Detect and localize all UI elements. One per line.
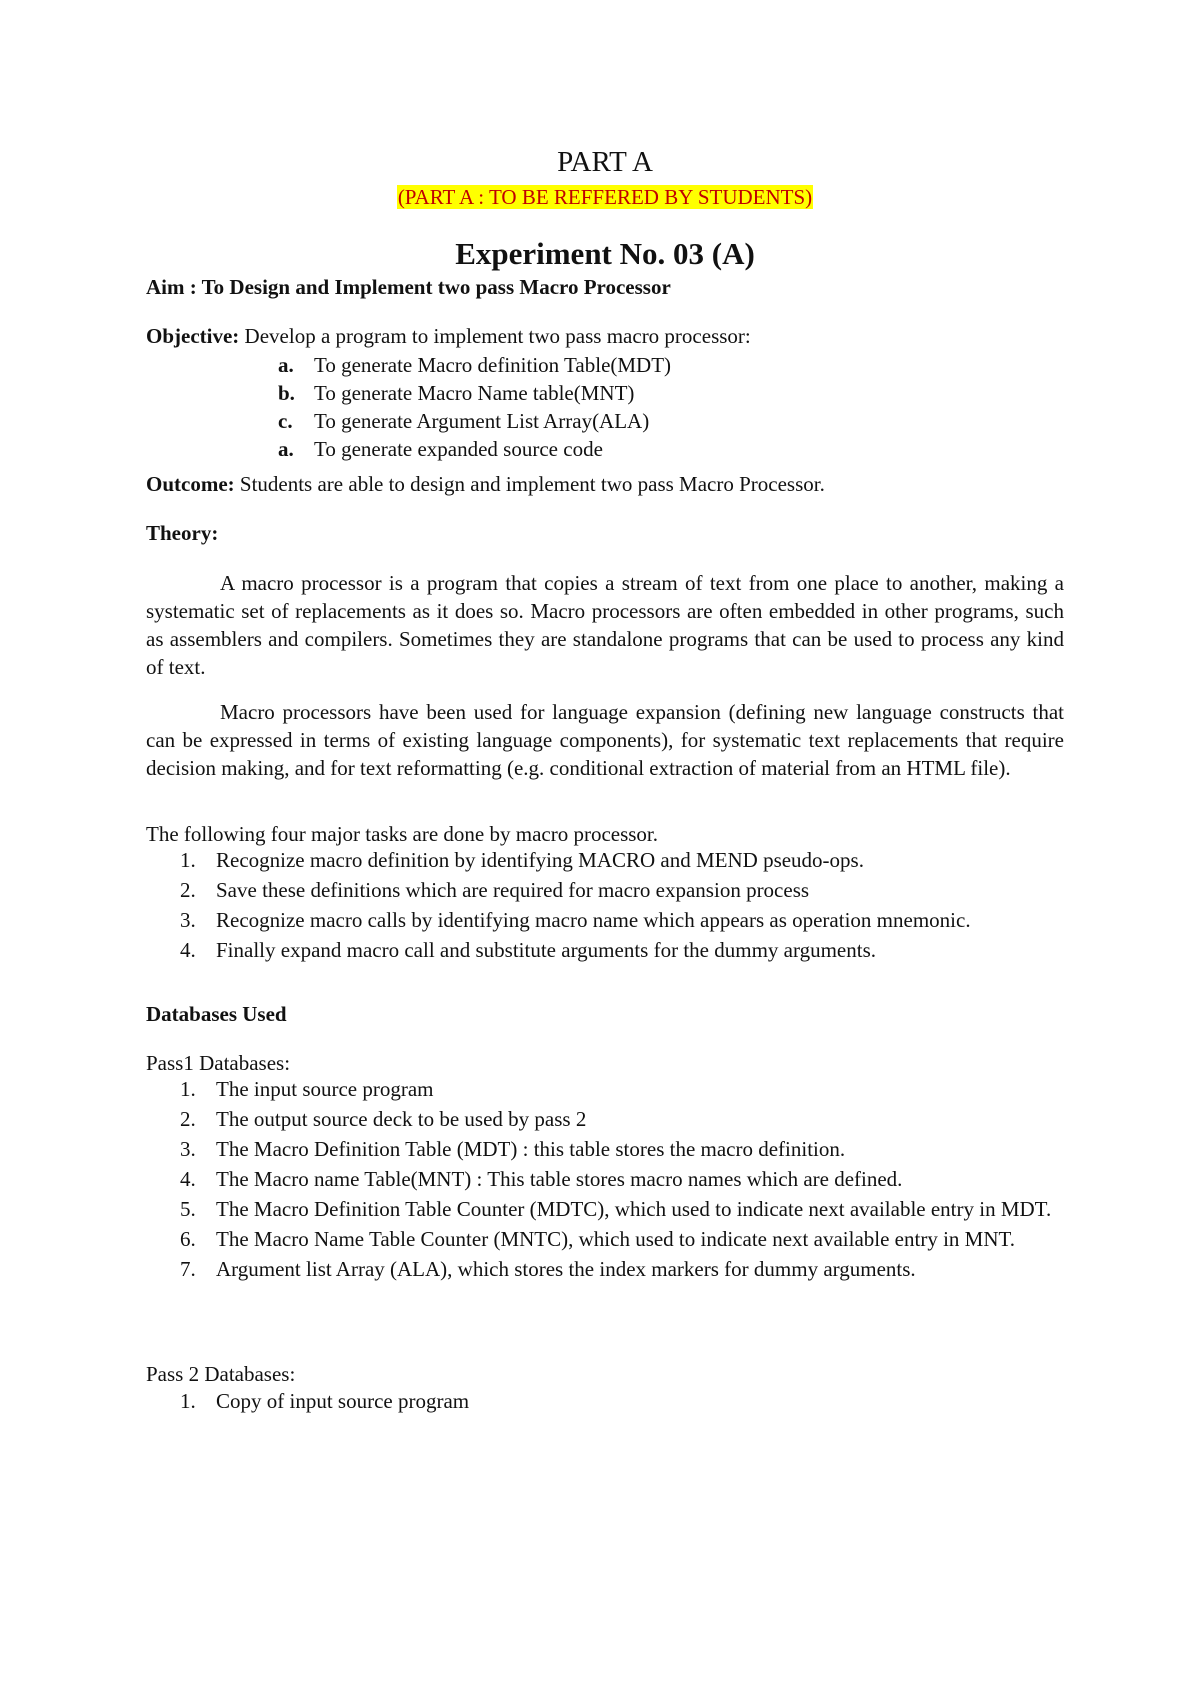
- list-item: 1. Recognize macro definition by identifying MACRO and MEND pseudo-ops.: [180, 848, 864, 872]
- list-item: 5. The Macro Definition Table Counter (MDTC), which used to indicate next available entry in MDT.: [180, 1197, 1052, 1221]
- pass2-label: Pass 2 Databases:: [146, 1362, 296, 1386]
- experiment-title: Experiment No. 03 (A): [455, 236, 755, 271]
- tasks-intro: The following four major tasks are done by macro processor.: [146, 822, 659, 846]
- part-subtitle: [146, 184, 1064, 210]
- list-item: c. To generate Argument List Array(ALA): [278, 409, 650, 433]
- part-subtitle-highlight: (PART A : TO BE REFFERED BY STUDENTS): [397, 185, 813, 209]
- list-item: 2. Save these definitions which are required for macro expansion process: [180, 878, 810, 902]
- list-item: 6. The Macro Name Table Counter (MNTC), which used to indicate next available entry in MNT.: [180, 1227, 1016, 1251]
- theory-paragraph-2: Macro processors have been used for language expansion (defining new language constructs that can be expressed in terms of existing language components), for systematic text replacements that require decision making, and for text reformatting (e.g. conditional extraction of material from an HTML file).: [146, 700, 1064, 780]
- theory-paragraph-1: A macro processor is a program that copies a stream of text from one place to another, making a systematic set of replacements as it does so. Macro processors are often embedded in other programs, such as assemblers and compilers. Sometimes they are standalone programs that can be used to process any kind of text.: [146, 571, 1064, 679]
- list-item: 7. Argument list Array (ALA), which stores the index markers for dummy arguments.: [180, 1257, 916, 1281]
- outcome-line: [146, 470, 1064, 498]
- list-item: 2. The output source deck to be used by pass 2: [180, 1107, 587, 1131]
- outcome-text: Students are able to design and implement two pass Macro Processor.: [234, 472, 825, 496]
- objective-label: Objective:: [146, 324, 240, 348]
- tasks-list: [180, 845, 1064, 965]
- list-item: 1. The input source program: [180, 1077, 434, 1101]
- list-item: b. To generate Macro Name table(MNT): [278, 381, 635, 405]
- list-item: a. To generate expanded source code: [278, 437, 603, 461]
- list-item: 4. Finally expand macro call and substitute arguments for the dummy arguments.: [180, 938, 877, 962]
- objective-list: [278, 351, 978, 463]
- pass2-list: [180, 1386, 1064, 1416]
- pass1-list: [180, 1074, 1064, 1284]
- part-title: PART A: [557, 146, 653, 178]
- outcome-label: Outcome:: [146, 472, 235, 496]
- databases-heading: Databases Used: [146, 1002, 287, 1026]
- list-item: 3. Recognize macro calls by identifying macro name which appears as operation mnemonic.: [180, 908, 971, 932]
- list-item: 3. The Macro Definition Table (MDT) : this table stores the macro definition.: [180, 1137, 846, 1161]
- objective-text: Develop a program to implement two pass macro processor:: [239, 324, 751, 348]
- pass1-label: Pass1 Databases:: [146, 1051, 291, 1075]
- list-item: a. To generate Macro definition Table(MDT): [278, 353, 672, 377]
- aim-line: Aim : To Design and Implement two pass Macro Processor: [146, 275, 671, 299]
- list-item: 1. Copy of input source program: [180, 1389, 470, 1413]
- theory-heading: Theory:: [146, 521, 219, 545]
- objective-line: [146, 322, 1064, 350]
- list-item: 4. The Macro name Table(MNT) : This table stores macro names which are defined.: [180, 1167, 903, 1191]
